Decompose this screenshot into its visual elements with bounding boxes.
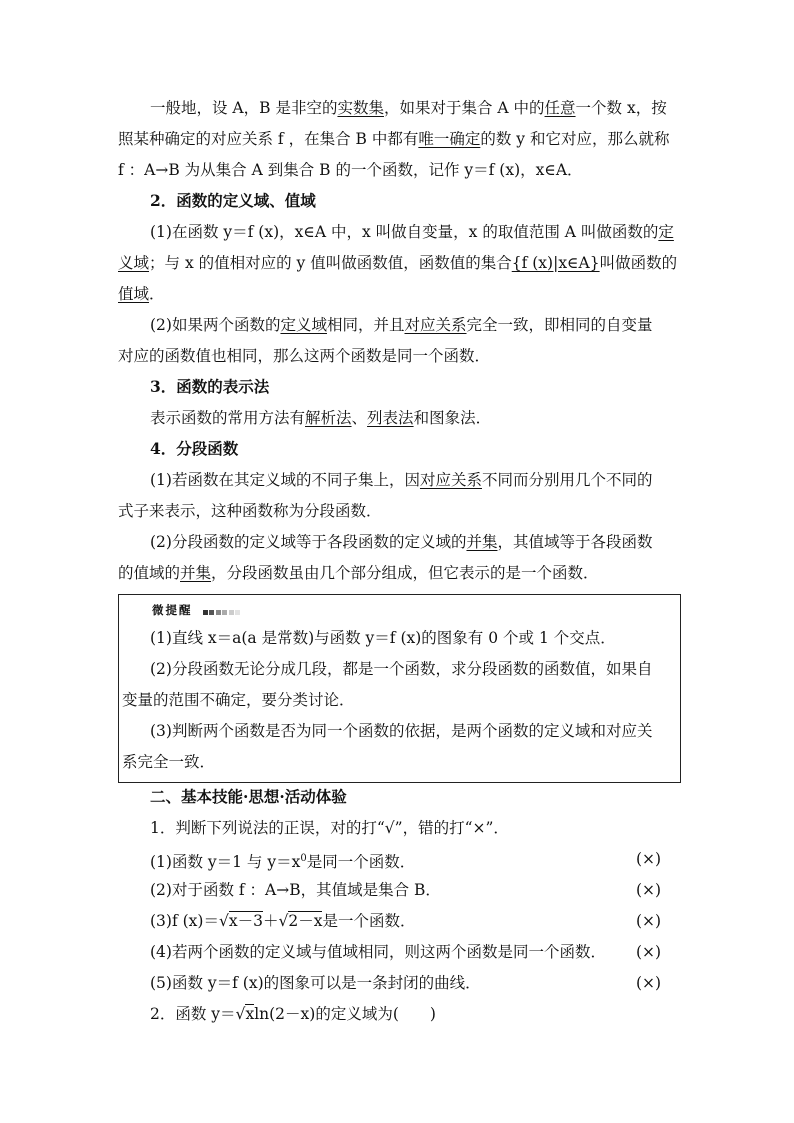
intro-line-1: 一般地，设 A，B 是非空的实数集，如果对于集合 A 中的任意一个数 x，按 — [150, 99, 667, 117]
tip-item-3-line-2: 系完全一致． — [122, 753, 216, 771]
s2-p1-line-3: 值域． — [118, 285, 165, 303]
q1-item-3: (3)f (x)＝√x－3＋√2－x是一个函数． — [150, 912, 416, 930]
tip-title: 微提醒 — [152, 602, 242, 619]
s4-p2-line-2: 的值域的并集，分段函数虽由几个部分组成，但它表示的是一个函数． — [118, 564, 599, 582]
s4-p2-line-1: (2)分段函数的定义域等于各段函数的定义域的并集，其值域等于各段函数 — [150, 533, 653, 551]
q1-item-2: (2)对于函数 f ：A→B，其值域是集合 B． — [150, 881, 441, 899]
sqrt-icon: √ — [218, 912, 229, 930]
section-3-heading: 3．函数的表示法 — [150, 377, 270, 396]
intro-line-2: 照某种确定的对应关系 f ，在集合 B 中都有唯一确定的数 y 和它对应，那么就称 — [118, 130, 670, 148]
section-2-heading: 2．函数的定义域、值域 — [150, 191, 316, 210]
tip-item-1: (1)直线 x＝a(a 是常数)与函数 y＝f (x)的图象有 0 个或 1 个交点． — [150, 629, 616, 647]
q1-item-3-mark: (×) — [636, 912, 662, 930]
section-4-heading: 4．分段函数 — [150, 439, 239, 458]
tip-squares-icon — [203, 603, 242, 619]
s2-p2-line-2: 对应的函数值也相同，那么这两个函数是同一个函数． — [118, 347, 491, 365]
s2-p1-line-2: 义域；与 x 的值相对应的 y 值叫做函数值，函数值的集合{f (x)|x∈A}叫做函数的 — [118, 254, 678, 272]
q1-item-4: (4)若两个函数的定义域与值域相同，则这两个函数是同一个函数． — [150, 943, 606, 961]
q1-item-1-mark: (×) — [636, 850, 662, 868]
intro-line-3: f ：A→B 为从集合 A 到集合 B 的一个函数，记作 y＝f (x)，x∈A． — [118, 161, 583, 179]
s2-p1-line-1: (1)在函数 y＝f (x)，x∈A 中，x 叫做自变量，x 的取值范围 A 叫做函数的定 — [150, 223, 674, 241]
q1-item-5-mark: (×) — [636, 974, 662, 992]
s4-p1-line-1: (1)若函数在其定义域的不同子集上，因对应关系不同而分别用几个不同的 — [150, 471, 653, 489]
tip-item-3-line-1: (3)判断两个函数是否为同一个函数的依据，是两个函数的定义域和对应关 — [150, 722, 653, 740]
q1-item-1: (1)函数 y＝1 与 $y=x^0$是同一个函数． — [150, 853, 416, 872]
q1-item-4-mark: (×) — [636, 943, 662, 961]
s2-p2-line-1: (2)如果两个函数的定义域相同，并且对应关系完全一致，即相同的自变量 — [150, 316, 653, 334]
question-2: 2．函数 y＝√xln(2－x)的定义域为( ) — [150, 1005, 436, 1023]
s3-paragraph: 表示函数的常用方法有解析法、列表法和图象法． — [150, 409, 492, 427]
q1-item-5: (5)函数 y＝f (x)的图象可以是一条封闭的曲线． — [150, 974, 481, 992]
question-1: 1．判断下列说法的正误，对的打“√”，错的打“×”． — [150, 819, 509, 837]
part-2-heading: 二、基本技能·思想·活动体验 — [150, 787, 347, 806]
sqrt-icon: √ — [235, 1005, 246, 1023]
q1-item-2-mark: (×) — [636, 881, 662, 899]
tip-item-2-line-1: (2)分段函数无论分成几段，都是一个函数，求分段函数的函数值，如果自 — [150, 660, 653, 678]
s4-p1-line-2: 式子来表示，这种函数称为分段函数． — [118, 502, 382, 520]
sqrt-icon: √ — [278, 912, 289, 930]
tip-item-2-line-2: 变量的范围不确定，要分类讨论． — [122, 691, 355, 709]
